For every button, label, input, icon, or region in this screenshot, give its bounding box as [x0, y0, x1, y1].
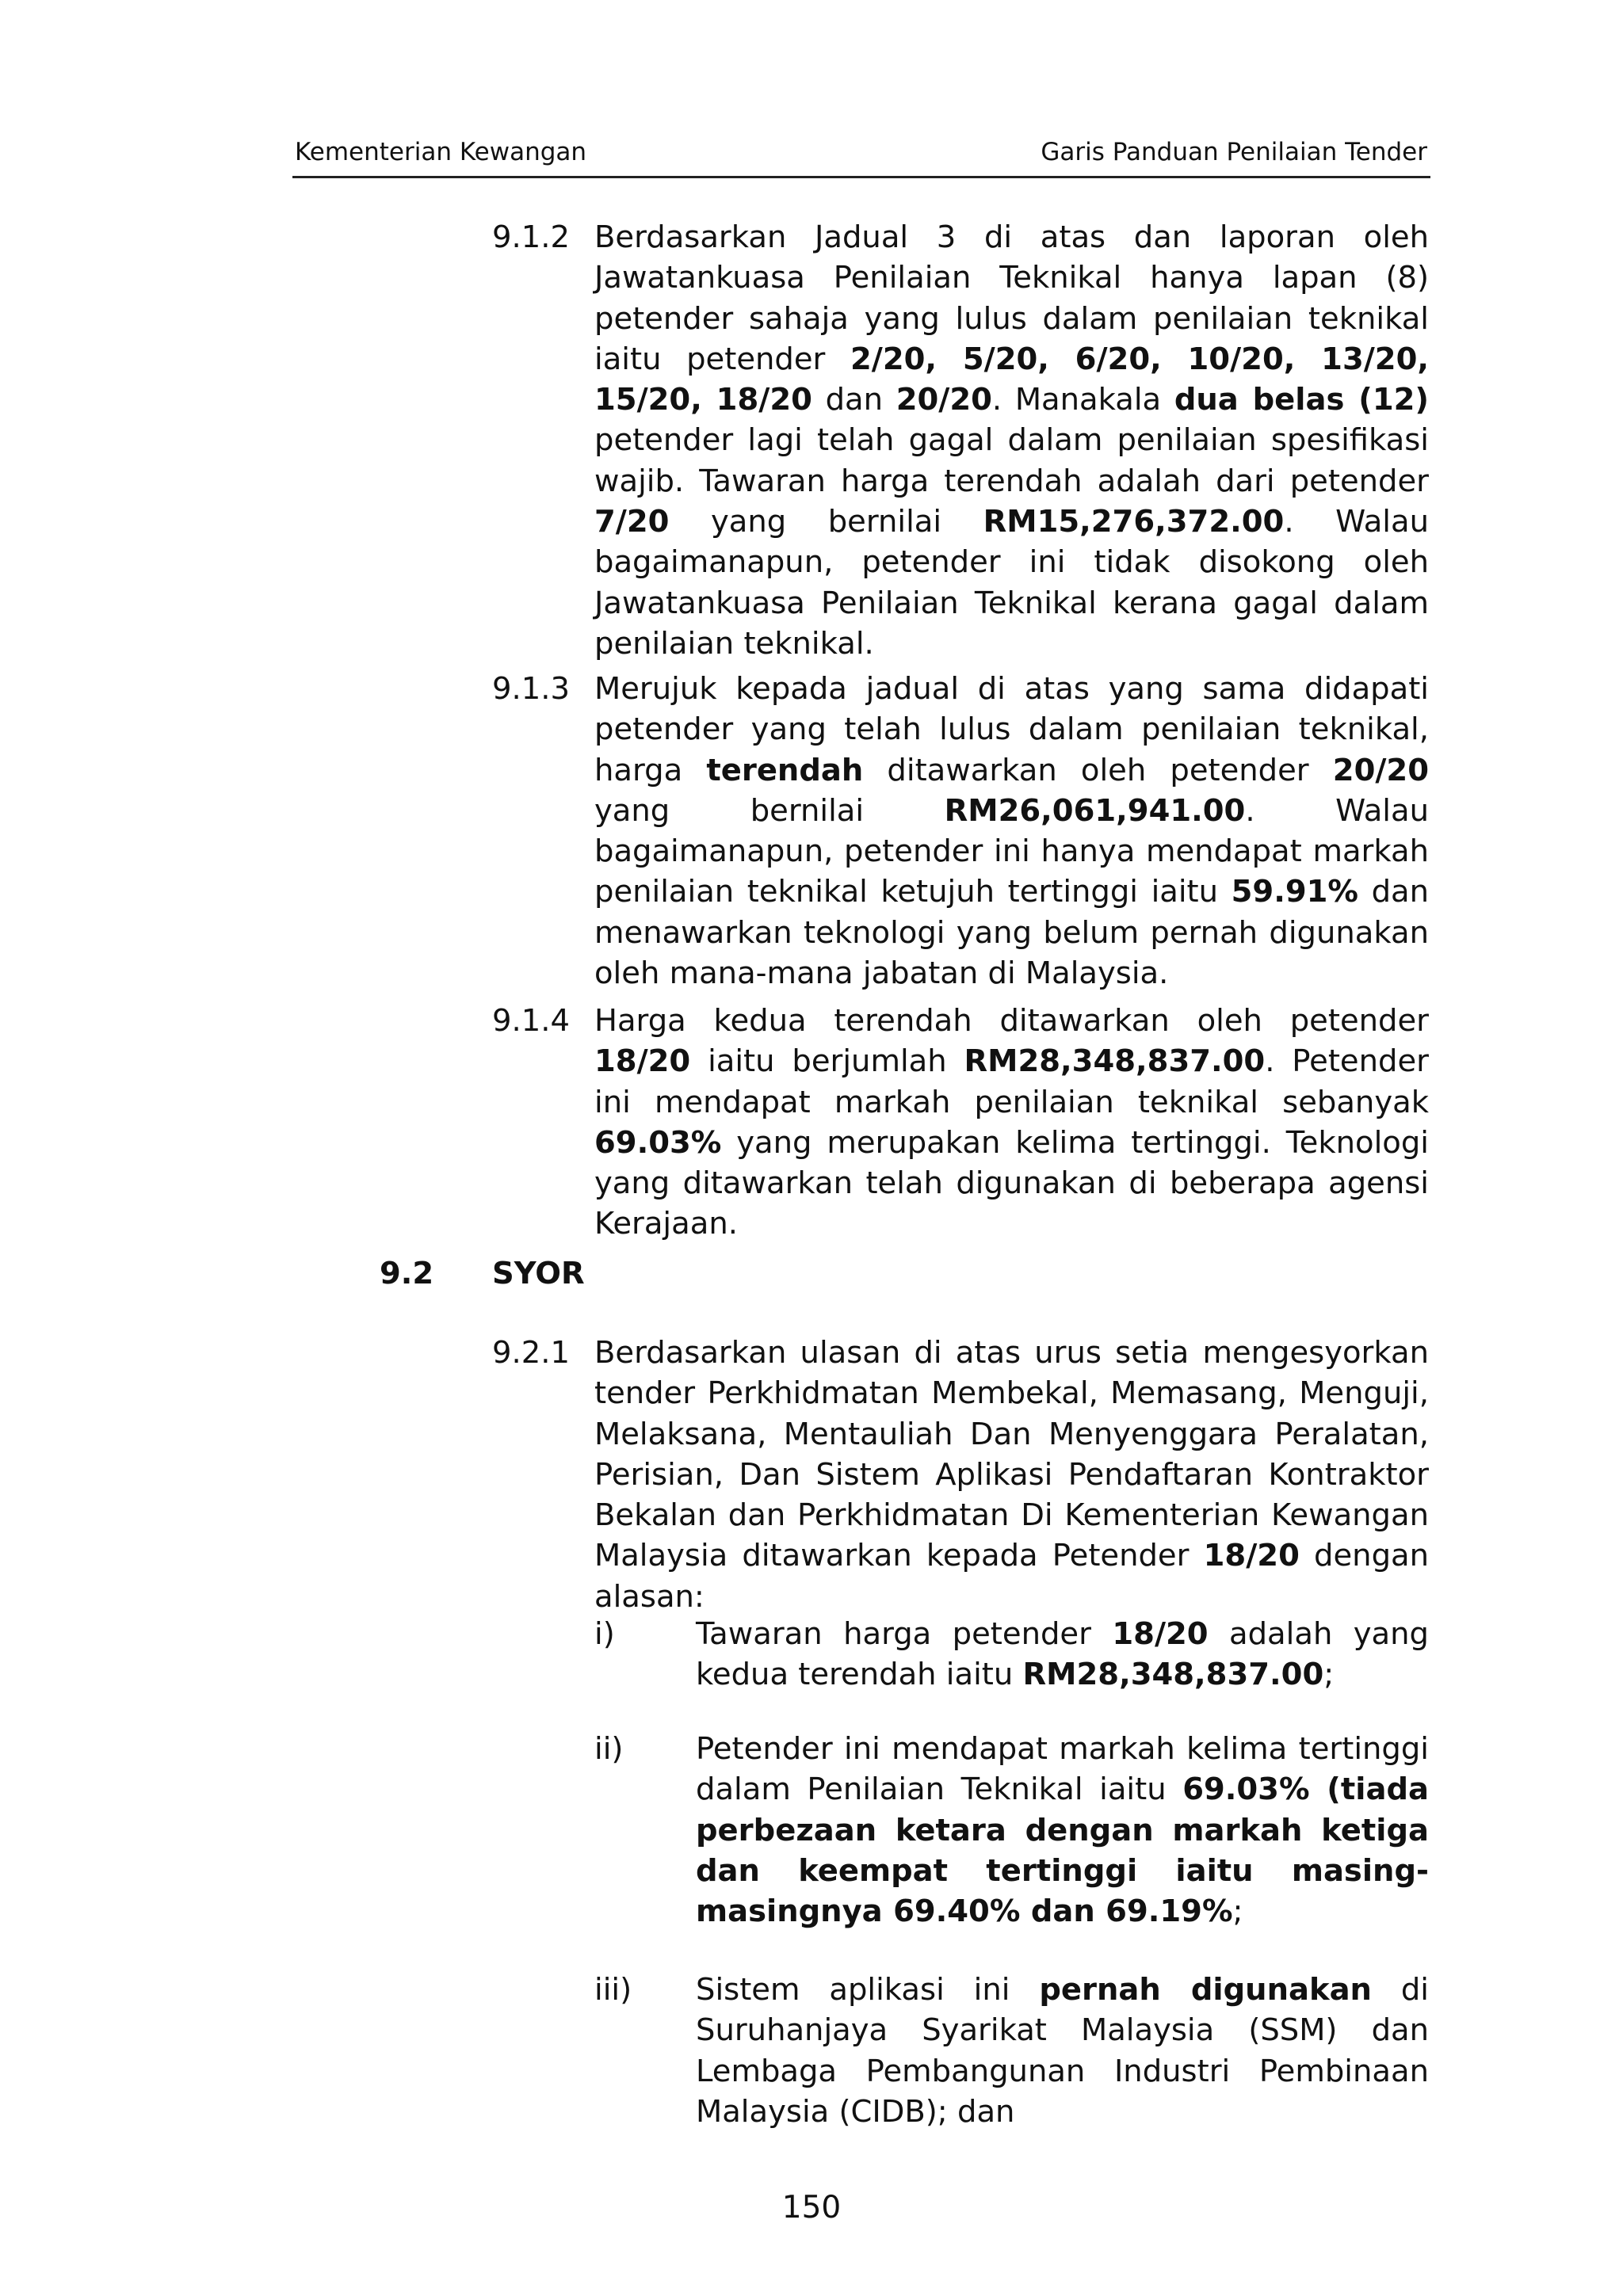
header-ministry: Kementerian Kewangan [295, 138, 587, 166]
paragraph-number-9-2-1: 9.2.1 [492, 1335, 570, 1371]
list-item-i: Tawaran harga petender 18/20 adalah yang kedua terendah iaitu RM28,348,837.00; [696, 1616, 1429, 1693]
list-item-ii: Petender ini mendapat markah kelima tertinggi dalam Penilaian Teknikal iaitu 69.03% (tiada perbezaan ketara dengan markah ketiga dan keempat tertinggi iaitu masing-masingnya 69.40% dan 69.19%; [696, 1731, 1429, 1930]
paragraph-number-9-1-3: 9.1.3 [492, 671, 570, 707]
list-marker-ii: ii) [594, 1731, 624, 1767]
list-marker-iii: iii) [594, 1972, 632, 2008]
paragraph-9-1-4: Harga kedua terendah ditawarkan oleh petender 18/20 iaitu berjumlah RM28,348,837.00. Petender ini mendapat markah penilaian teknikal sebanyak 69.03% yang merupakan kelima tertinggi. Teknologi yang ditawarkan telah digunakan di beberapa agensi Kerajaan. [594, 1003, 1429, 1242]
paragraph-9-2-1: Berdasarkan ulasan di atas urus setia mengesyorkan tender Perkhidmatan Membekal, Memasang, Menguji, Melaksana, Mentauliah Dan Menyenggara Peralatan, Perisian, Dan Sistem Aplikasi Pendaftaran Kontraktor Bekalan dan Perkhidmatan Di Kementerian Kewangan Malaysia ditawarkan kepada Petender 18/20 dengan alasan: [594, 1335, 1429, 1615]
page-header [292, 132, 1430, 178]
section-number-9-2: 9.2 [380, 1256, 434, 1291]
header-document-title: Garis Panduan Penilaian Tender [1041, 138, 1427, 166]
list-marker-i: i) [594, 1616, 615, 1652]
list-item-iii: Sistem aplikasi ini pernah digunakan di Suruhanjaya Syarikat Malaysia (SSM) dan Lembaga Pembangunan Industri Pembinaan Malaysia (CIDB); dan [696, 1972, 1429, 2130]
paragraph-9-1-3: Merujuk kepada jadual di atas yang sama didapati petender yang telah lulus dalam penilaian teknikal, harga terendah ditawarkan oleh petender 20/20 yang bernilai RM26,061,941.00. Walau bagaimanapun, petender ini hanya mendapat markah penilaian teknikal ketujuh tertinggi iaitu 59.91% dan menawarkan teknologi yang belum pernah digunakan oleh mana-mana jabatan di Malaysia. [594, 671, 1430, 992]
page-number: 150 [781, 2190, 842, 2225]
paragraph-9-1-2: Berdasarkan Jadual 3 di atas dan laporan oleh Jawatankuasa Penilaian Teknikal hanya lapan (8) petender sahaja yang lulus dalam penilaian teknikal iaitu petender 2/20, 5/20, 6/20, 10/20, 13/20, 15/20, 18/20 dan 20/20. Manakala dua belas (12) petender lagi telah gagal dalam penilaian spesifikasi wajib. Tawaran harga terendah adalah dari petender 7/20 yang bernilai RM15,276,372.00. Walau bagaimanapun, petender ini tidak disokong oleh Jawatankuasa Penilaian Teknikal kerana gagal dalam penilaian teknikal. [594, 219, 1429, 662]
paragraph-number-9-1-2: 9.1.2 [492, 219, 570, 255]
paragraph-number-9-1-4: 9.1.4 [492, 1003, 570, 1039]
section-title-syor: SYOR [492, 1256, 585, 1291]
